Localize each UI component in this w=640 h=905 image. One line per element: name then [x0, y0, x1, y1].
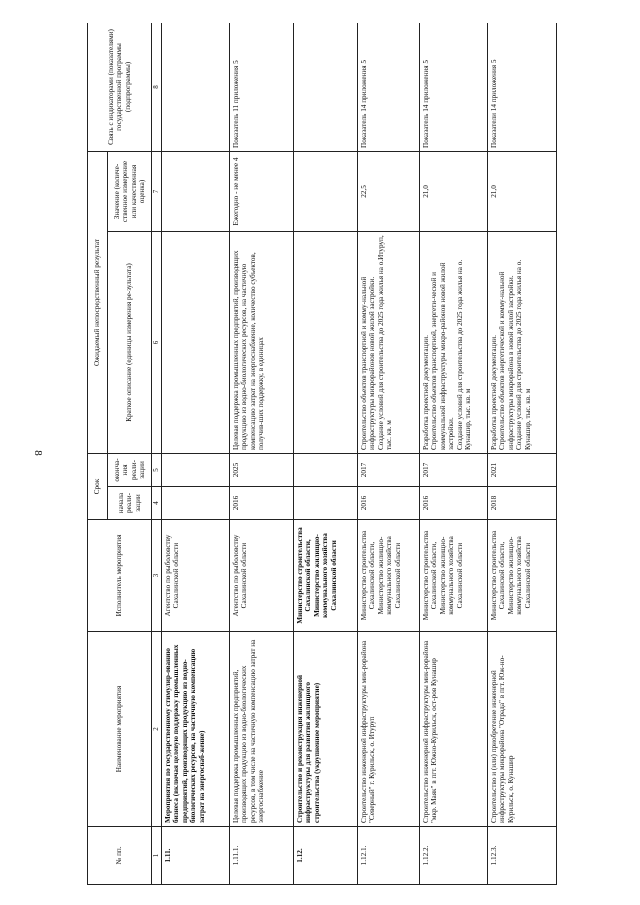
header-result-value: Значение (количе-ственное измерение или качественная оценка) [108, 151, 152, 231]
row-start: 2016 [358, 487, 420, 520]
row-start: 2016 [230, 487, 294, 520]
row-name: Строительство и (или) приобретение инженерной инфраструктуры микрорайона "Отрада" в пгт. Юж-но-Курильск, о. Кунашир [488, 632, 557, 827]
rotated-table-container [87, 23, 557, 885]
row-desc [162, 231, 230, 453]
header-executor: Исполнитель мероприятия [88, 520, 152, 632]
row-link [162, 23, 230, 151]
row-executor: Агентство по рыболовству Сахалинской области [162, 520, 230, 632]
row-value: 21,0 [420, 151, 488, 231]
row-no: 1.12. [294, 827, 358, 885]
row-link: Показатель 11 приложения 5 [230, 23, 294, 151]
row-name: Целевая поддержка промышленных предприятий, производящих продукцию из водно-биологических ресурсов, в том числе на частичную компенсацию затрат на энергоснабжение [230, 632, 294, 827]
header-name: Наименование мероприятия [88, 632, 152, 827]
row-no: 1.12.3. [488, 827, 557, 885]
header-result: Ожидаемый непосредственный результат [88, 151, 108, 453]
header-term-start: начала реали-зации [108, 487, 152, 520]
row-desc: Целевая поддержка промышленных предприятий, производящих продукцию из водно-биологических ресурсов, на частичную компенсацию затрат на энергоснабжение, количество субъектов, получив-ших поддержку, в единицах [230, 231, 294, 453]
row-name: Строительство инженерной инфраструктуры мик-рорайона "мкр. Маяк" в пгт. Южно-Курильск, ост-ров Кунашир [420, 632, 488, 827]
row-start: 2018 [488, 487, 557, 520]
row-start [294, 487, 358, 520]
row-no: 1.12.1. [358, 827, 420, 885]
row-link [294, 23, 358, 151]
row-executor: Министерство строительства Сахалинской области, Министерство жилищно-коммунального хозяйства Сахалинской области [358, 520, 420, 632]
rotated-table-inner [87, 23, 557, 885]
row-no: 1.11.1. [230, 827, 294, 885]
row-executor: Агентство по рыболовству Сахалинской области [230, 520, 294, 632]
measures-table [87, 23, 557, 885]
row-link: Показатели 14 приложения 5 [488, 23, 557, 151]
table-row [294, 23, 358, 885]
row-end: 2017 [420, 453, 488, 486]
row-desc: Строительство объектов транспортной и комму-нальной инфраструктуры микрорайонов новой жилой застройки. Создание условий для строительства до 2025 года жилья на о.Итуруп, тыс. кв. м [358, 231, 420, 453]
row-end: 2025 [230, 453, 294, 486]
row-desc [294, 231, 358, 453]
row-no: 1.12.2. [420, 827, 488, 885]
row-link: Показатель 14 приложения 5 [420, 23, 488, 151]
header-no: № пп. [88, 827, 152, 885]
row-executor: Министерство строительства Сахалинской области, Министерство жилищно-коммунального хозяйства Сахалинской области [420, 520, 488, 632]
column-number: 5 [152, 453, 162, 486]
table-row [162, 23, 230, 885]
table-row [420, 23, 488, 885]
header-row-1 [88, 23, 108, 885]
row-desc: Разработка проектной документации. Строительство объектов транспортной, энергети-ческой и коммунальной инфраструктуры микро-районов новой жилой застройки. Создание условий для строительства до 2025 года жилья на о. Кунашир, тыс. кв. м [420, 231, 488, 453]
row-no: 1.11. [162, 827, 230, 885]
row-value [162, 151, 230, 231]
column-number: 1 [152, 827, 162, 885]
column-number: 2 [152, 632, 162, 827]
column-number: 7 [152, 151, 162, 231]
row-value [294, 151, 358, 231]
row-start: 2016 [420, 487, 488, 520]
header-link: Связь с индикаторами (показателями) государственной программы (подпрограммы) [88, 23, 152, 151]
column-number: 8 [152, 23, 162, 151]
page-number: 8 [32, 450, 44, 456]
row-end: 2021 [488, 453, 557, 486]
row-value: 22,5 [358, 151, 420, 231]
table-row [488, 23, 557, 885]
row-name: Строительство инженерной инфраструктуры мик-рорайона "Северный" г. Курильск, о. Итуруп [358, 632, 420, 827]
row-value: Ежегодно - не менее 4 [230, 151, 294, 231]
column-number: 3 [152, 520, 162, 632]
row-start [162, 487, 230, 520]
header-result-desc: Краткое описание (единицы измерения ре-зультата) [108, 231, 152, 453]
header-term: Срок [88, 453, 108, 519]
row-name: Мероприятия по государственному стимулир-ованию бизнеса (включая целевую поддержку промышленных предприятий, производящих продукцию из водно-биологических ресурсов, на частичную компенсацию затрат на энергоснаб-жение) [162, 632, 230, 827]
row-end [294, 453, 358, 486]
column-number-row [152, 23, 162, 885]
row-name: Строительство и реконструкция инженерной инфраструктуры для развития жилищного строительства (укрупненное мероприятие) [294, 632, 358, 827]
row-executor: Министерство строительства Сахалинской области, Министерство жилищно-коммунального хозяйства Сахалинской области [488, 520, 557, 632]
row-end: 2017 [358, 453, 420, 486]
column-number: 4 [152, 487, 162, 520]
row-executor: Министерство строительства Сахалинской области, Министерство жилищно-коммунального хозяйства Сахалинской области [294, 520, 358, 632]
row-end [162, 453, 230, 486]
row-link: Показатель 14 приложения 5 [358, 23, 420, 151]
row-value: 21,0 [488, 151, 557, 231]
header-term-end: оконча-ния реали-зации [108, 453, 152, 486]
row-desc: Разработка проектной документации. Строительство объектов энергетической и комму-нальной инфраструктуры микрорайона в новой жилой застройки. Создание условий для строительства до 2025 года жилья на о. Кунашир, тыс. кв. м [488, 231, 557, 453]
column-number: 6 [152, 231, 162, 453]
table-row [358, 23, 420, 885]
table-row [230, 23, 294, 885]
